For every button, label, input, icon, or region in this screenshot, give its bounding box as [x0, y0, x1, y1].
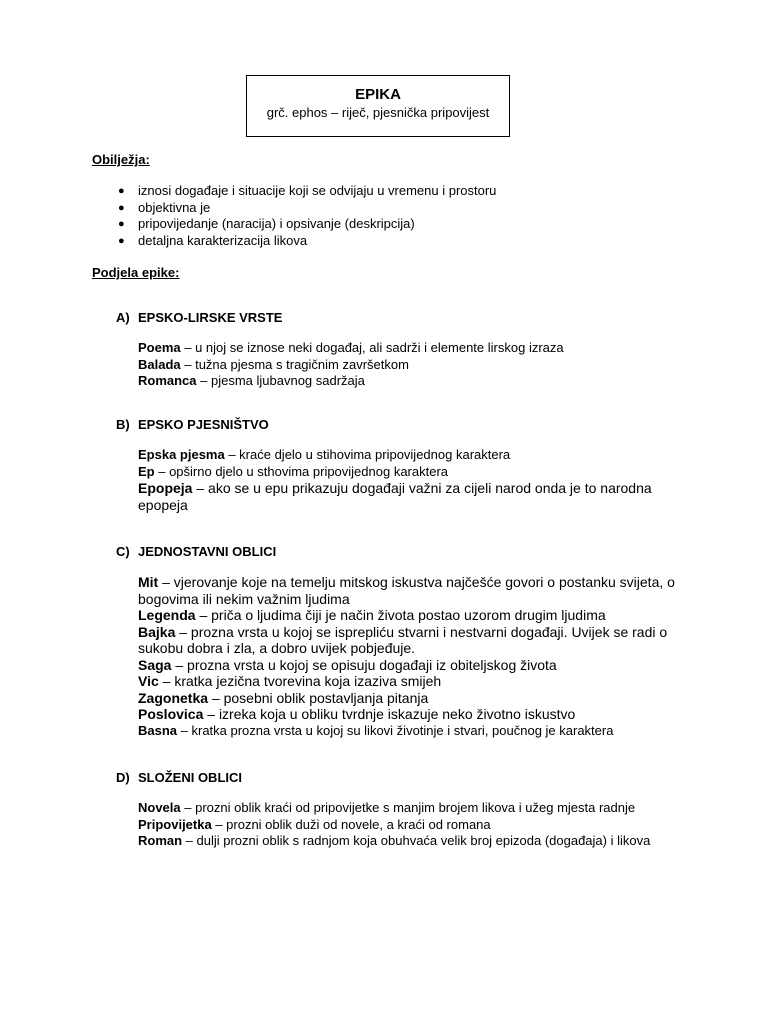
entry-epopeja	[138, 480, 658, 513]
bullet-icon: ●	[118, 218, 125, 230]
entry-term: Poslovica	[138, 706, 204, 722]
section-a-title	[116, 310, 282, 326]
section-b-title	[116, 417, 269, 433]
entry-text: – tužna pjesma s tragičnim završetkom	[180, 356, 409, 372]
entry-term: Saga	[138, 656, 172, 673]
section-b-entries	[138, 447, 698, 513]
entry-term: Zagonetka	[138, 689, 209, 706]
entry-term: Ep	[138, 463, 155, 479]
list-item-text: iznosi događaje i situacije koji se odvijaju u vremenu i prostoru	[138, 183, 497, 198]
entry-poema	[138, 340, 698, 357]
entry-pripovijetka	[138, 817, 668, 834]
bullet-icon: ●	[118, 185, 125, 197]
section-letter: C)	[116, 544, 130, 559]
entry-basna	[138, 723, 698, 740]
entry-text: – u njoj se iznose neki događaj, ali sadrži i elemente lirskog izraza	[180, 340, 564, 355]
list-item	[118, 216, 496, 233]
entry-text: – pjesma ljubavnog sadržaja	[196, 373, 365, 388]
entry-balada	[138, 357, 698, 374]
section-title-text: SLOŽENI OBLICI	[138, 770, 242, 785]
obiljezja-heading-colon: :	[145, 152, 150, 167]
bullet-icon: ●	[118, 201, 125, 214]
entry-term: Bajka	[138, 623, 176, 640]
entry-term: Novela	[138, 800, 181, 815]
obiljezja-list	[118, 183, 496, 249]
section-letter: B)	[116, 417, 130, 432]
entry-bajka	[138, 624, 683, 657]
section-letter: A)	[116, 310, 130, 325]
entry-term: Vic	[138, 673, 159, 689]
entry-term: Mit	[138, 574, 159, 590]
entry-term: Pripovijetka	[138, 816, 212, 832]
entry-term: Epopeja	[138, 480, 193, 496]
entry-text: – vjerovanje koje na temelju mitskog iskustva najčešće govori o postanku svijeta, o bogovima ili nekim važnim ljudima	[138, 574, 675, 607]
list-item	[118, 233, 496, 250]
entry-saga	[138, 657, 698, 674]
section-a-entries	[138, 340, 698, 390]
list-item-text: detaljna karakterizacija likova	[138, 232, 308, 248]
entry-legenda	[138, 607, 698, 624]
entry-romanca	[138, 373, 698, 390]
entry-term: Basna	[138, 722, 178, 738]
section-title-text: JEDNOSTAVNI OBLICI	[138, 544, 277, 559]
entry-term: Epska pjesma	[138, 447, 225, 462]
entry-text: – prozni oblik kraći od pripovijetke s manjim brojem likova i užeg mjesta radnje	[180, 800, 636, 815]
section-letter: D)	[116, 770, 130, 785]
entry-text: – priča o ljudima čiji je način života postao uzorom drugim ljudima	[195, 607, 606, 623]
section-c-entries	[138, 574, 698, 739]
entry-novela	[138, 800, 668, 817]
title-box	[246, 75, 510, 137]
entry-mit	[138, 574, 678, 607]
entry-zagonetka	[138, 690, 698, 707]
obiljezja-heading-text: Obilježja	[92, 152, 146, 167]
section-d-entries	[138, 800, 668, 850]
entry-term: Romanca	[138, 373, 197, 388]
entry-poslovica	[138, 706, 698, 723]
document-subtitle: grč. ephos – riječ, pjesnička pripovijest	[266, 105, 490, 120]
entry-term: Poema	[138, 340, 181, 355]
entry-text: – kraće djelo u stihovima pripovijednog karaktera	[224, 447, 511, 462]
list-item	[118, 200, 496, 217]
section-title-text: EPSKO-LIRSKE VRSTE	[138, 310, 283, 325]
entry-epska-pjesma	[138, 447, 698, 464]
entry-ep	[138, 464, 698, 481]
entry-text: – prozni oblik duži od novele, a kraći od romana	[211, 816, 491, 832]
entry-text: – izreka koja u obliku tvrdnje iskazuje neko životno iskustvo	[203, 706, 576, 722]
podjela-heading: Podjela epike:	[92, 265, 180, 280]
list-item	[118, 183, 496, 200]
bullet-icon: ●	[118, 234, 125, 247]
entry-roman	[138, 833, 668, 850]
entry-text: – prozna vrsta u kojoj se isprepliću stvarni i nestvarni događaji. Uvijek se radi o sukobu dobra i zla, a dobro uvijek pobjeđuje.	[138, 623, 668, 656]
entry-vic	[138, 673, 698, 690]
obiljezja-heading	[92, 152, 150, 168]
list-item-text: objektivna je	[138, 199, 211, 215]
entry-term: Legenda	[138, 607, 196, 623]
section-title-text: EPSKO PJESNIŠTVO	[138, 417, 269, 432]
entry-text: – prozna vrsta u kojoj se opisuju događaji iz obiteljskog života	[171, 656, 557, 673]
entry-term: Roman	[138, 833, 183, 848]
entry-text: – dulji prozni oblik s radnjom koja obuhvaća velik broj epizoda (događaja) i likova	[182, 833, 651, 848]
section-d-title	[116, 770, 242, 786]
entry-text: – kratka jezična tvorevina koja izaziva smijeh	[158, 673, 442, 689]
entry-text: – posebni oblik postavljanja pitanja	[208, 689, 429, 706]
list-item-text: pripovijedanje (naracija) i opsivanje (deskripcija)	[138, 216, 415, 231]
entry-term: Balada	[138, 356, 181, 372]
document-title: EPIKA	[355, 86, 401, 103]
entry-text: – ako se u epu prikazuju događaji važni za cijeli narod onda je to narodna epopeja	[138, 480, 652, 513]
entry-text: – kratka prozna vrsta u kojoj su likovi životinje i stvari, poučnog je karaktera	[177, 722, 614, 738]
section-c-title	[116, 544, 276, 560]
entry-text: – opširno djelo u sthovima pripovijednog karaktera	[154, 463, 449, 479]
